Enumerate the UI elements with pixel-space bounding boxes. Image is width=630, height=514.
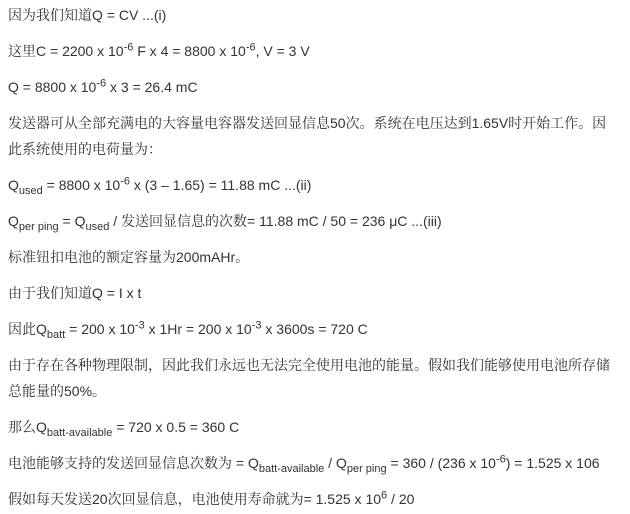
- superscript: -6: [120, 175, 130, 188]
- subscript: per ping: [18, 220, 59, 233]
- text-run: 那么Q: [8, 419, 47, 435]
- text-run: x (3 – 1.65) = 11.88 mC ...(ii): [129, 177, 312, 193]
- text-run: Q = 8800 x 10: [8, 79, 97, 95]
- subscript: used: [85, 220, 110, 233]
- paragraph-2: [8, 38, 622, 64]
- text-run: Q: [8, 213, 19, 229]
- paragraph-3: [8, 74, 622, 100]
- text-run: 假如每天发送20次回显信息，电池使用寿命就为= 1.525 x 10: [8, 491, 382, 507]
- text-run: x 1Hr = 200 x 10: [144, 321, 252, 337]
- text-run: ) = 1.525 x 106: [505, 455, 600, 471]
- paragraph-9: [8, 316, 622, 342]
- subscript: used: [18, 184, 43, 197]
- superscript: -3: [251, 319, 262, 332]
- paragraph-4: [8, 110, 622, 162]
- paragraph-6: [8, 208, 622, 234]
- text-run: 因为我们知道Q = CV ...(i): [8, 7, 167, 23]
- text-run: 由于我们知道Q = I x t: [8, 285, 142, 301]
- text-run: F x 4 = 8800 x 10: [133, 43, 246, 59]
- superscript: -6: [123, 41, 134, 54]
- paragraph-8: [8, 280, 622, 306]
- text-run: = 720 x 0.5 = 360 C: [112, 419, 240, 435]
- paragraph-5: [8, 172, 622, 198]
- text-run: 标准钮扣电池的额定容量为200mAHr。: [8, 249, 250, 265]
- text-run: 此系统使用的电荷量为：: [8, 141, 162, 157]
- text-run: 电池能够支持的发送回显信息次数为 = Q: [8, 455, 259, 471]
- text-run: / 发送回显信息的次数= 11.88 mC / 50 = 236 μC ...(iii): [109, 213, 442, 229]
- subscript: per ping: [346, 462, 387, 475]
- superscript: 6: [381, 489, 388, 502]
- paragraph-10: [8, 352, 622, 404]
- text-run: = Q: [58, 213, 86, 229]
- subscript: batt: [46, 328, 66, 341]
- text-run: / Q: [324, 455, 347, 471]
- text-run: 发送器可从全部充满电的大容量电容器发送回显信息50次。系统在电压达到1.65V时开始工作。因: [8, 115, 607, 131]
- superscript: -6: [96, 77, 107, 90]
- paragraph-1: [8, 2, 622, 28]
- text-run: 这里C = 2200 x 10: [8, 43, 124, 59]
- paragraph-13: [8, 486, 622, 512]
- text-run: = 360 / (236 x 10: [386, 455, 496, 471]
- text-run: 因此Q: [8, 321, 47, 337]
- text-run: = 8800 x 10: [42, 177, 121, 193]
- subscript: batt-available: [46, 426, 113, 439]
- superscript: -6: [245, 41, 256, 54]
- paragraph-12: [8, 450, 622, 476]
- text-run: x 3 = 26.4 mC: [106, 79, 198, 95]
- text-run: , V = 3 V: [255, 43, 310, 59]
- paragraph-11: [8, 414, 622, 440]
- paragraph-7: [8, 244, 622, 270]
- subscript: batt-available: [258, 462, 325, 475]
- text-run: 总能量的50%。: [8, 383, 107, 399]
- text-run: Q: [8, 177, 19, 193]
- text-run: = 200 x 10: [65, 321, 135, 337]
- superscript: -6: [495, 453, 506, 466]
- superscript: -3: [134, 319, 145, 332]
- text-run: x 3600s = 720 C: [261, 321, 368, 337]
- text-run: / 20: [387, 491, 415, 507]
- text-run: 由于存在各种物理限制，因此我们永远也无法完全使用电池的能量。假如我们能够使用电池所存储: [8, 357, 610, 373]
